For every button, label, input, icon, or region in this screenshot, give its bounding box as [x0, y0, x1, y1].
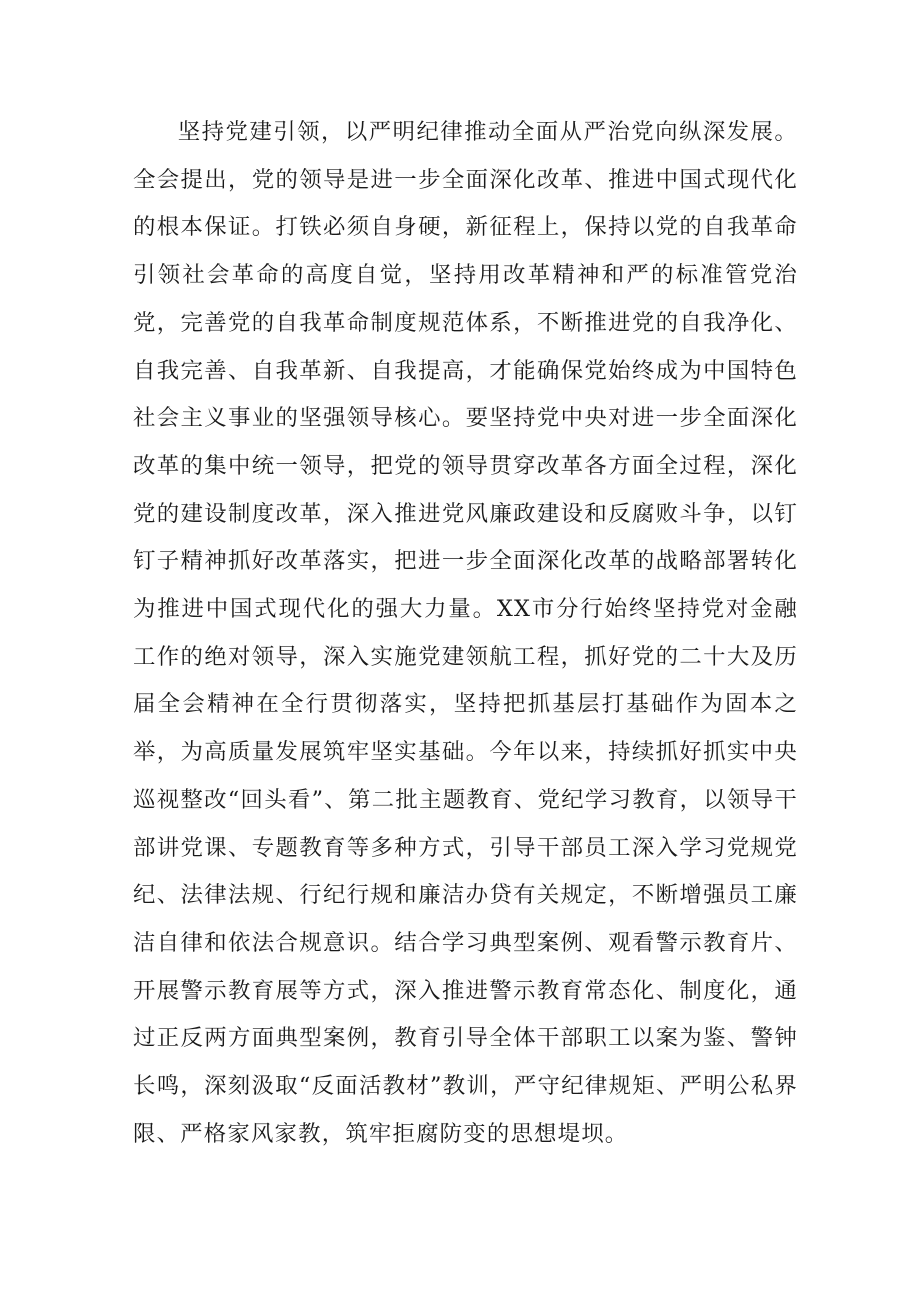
body-paragraph: 坚持党建引领，以严明纪律推动全面从严治党向纵深发展。全会提出，党的领导是进一步全面深化改革、推进中国式现代化的根本保证。打铁必须自身硬，新征程上，保持以党的自我革命引领社会革命的高度自觉，坚持用改革精神和严的标准管党治党，完善党的自我革命制度规范体系，不断推进党的自我净化、自我完善、自我革新、自我提高，才能确保党始终成为中国特色社会主义事业的坚强领导核心。要坚持党中央对进一步全面深化改革的集中统一领导，把党的领导贯穿改革各方面全过程，深化党的建设制度改革，深入推进党风廉政建设和反腐败斗争，以钉钉子精神抓好改革落实，把进一步全面深化改革的战略部署转化为推进中国式现代化的强大力量。XX市分行始终坚持党对金融工作的绝对领导，深入实施党建领航工程，抓好党的二十大及历届全会精神在全行贯彻落实，坚持把抓基层打基础作为固本之举，为高质量发展筑牢坚实基础。今年以来，持续抓好抓实中央巡视整改“回头看”、第二批主题教育、党纪学习教育，以领导干部讲党课、专题教育等多种方式，引导干部员工深入学习党规党纪、法律法规、行纪行规和廉洁办贷有关规定，不断增强员工廉洁自律和依法合规意识。结合学习典型案例、观看警示教育片、开展警示教育展等方式，深入推进警示教育常态化、制度化，通过正反两方面典型案例，教育引导全体干部职工以案为鉴、警钟长鸣，深刻汲取“反面活教材”教训，严守纪律规矩、严明公私界限、严格家风家教，筑牢拒腐防变的思想堤坝。: [133, 119, 798, 1147]
